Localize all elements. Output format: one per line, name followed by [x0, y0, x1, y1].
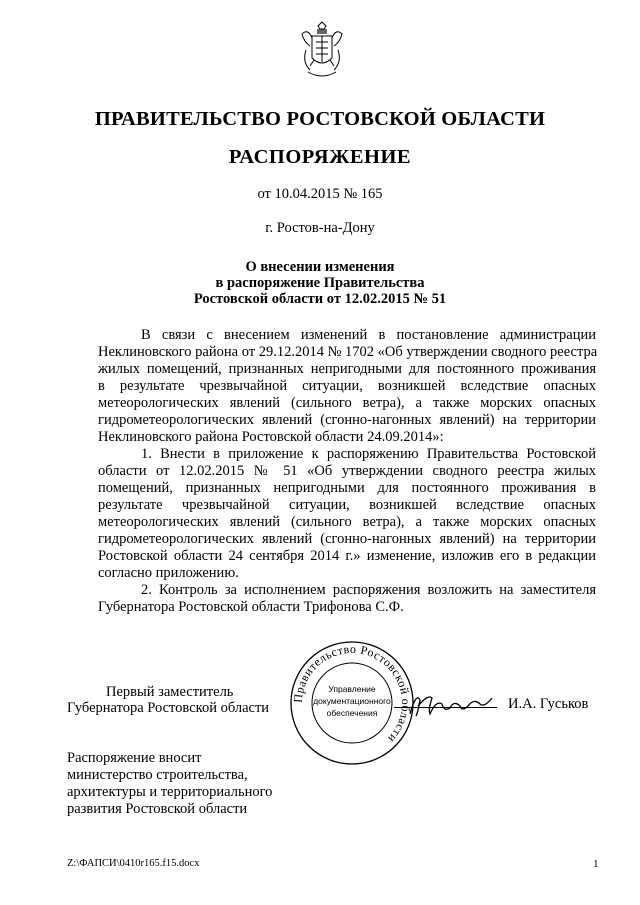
seal-center-line: документационного — [313, 696, 391, 706]
subject-line: Ростовской области от 12.02.2015 № 51 — [193, 291, 447, 307]
body-line: Ростовской области 24 сентября 2014 г.» изменение, изложив его в редакции — [98, 548, 596, 564]
document-date-number: от 10.04.2015 № 165 — [257, 186, 383, 202]
body-line: метеорологических явлений (сильного ветра), а также морских опасных — [98, 514, 596, 530]
body-line: Губернатора Ростовской области Трифонова С.Ф. — [98, 599, 404, 615]
note-line: Распоряжение вносит — [67, 750, 202, 766]
body-line: области от 12.02.2015 № 51 «Об утверждении сводного реестра жилых — [98, 463, 596, 479]
document-type: РАСПОРЯЖЕНИЕ — [228, 146, 412, 168]
body-line: метеорологических явлений (сильного ветра), а также морских опасных — [98, 395, 596, 411]
subject-line: в распоряжение Правительства — [215, 275, 425, 291]
body-line: в результате чрезвычайной ситуации, возникшей вследствие опасных — [98, 378, 596, 394]
body-line: Неклиновского района Ростовской области 24.09.2014»: — [98, 429, 444, 445]
body-line: гидрометеорологических явлений (сгонно-нагонных явлений) на территории — [98, 412, 596, 428]
subject-line: О внесении изменения — [245, 259, 395, 275]
signer-position: Первый заместитель — [106, 684, 234, 700]
body-line: результате чрезвычайной ситуации, возникшей вследствие опасных — [98, 497, 596, 513]
footer-file-path: Z:\ФАПСИ\0410r165.f15.docx — [67, 858, 200, 869]
body-line: В связи с внесением изменений в постановление администрации — [141, 327, 596, 343]
note-line: развития Ростовской области — [67, 801, 248, 817]
body-line: 1. Внести в приложение к распоряжению Правительства Ростовской — [141, 446, 596, 462]
note-line: министерство строительства, — [67, 767, 248, 783]
body-line: жилых помещений, признанных непригодными для постоянного проживания — [98, 361, 596, 377]
handwritten-signature-icon — [406, 690, 496, 720]
coat-of-arms-icon — [298, 20, 346, 82]
note-line: архитектуры и территориального — [67, 784, 273, 800]
body-line: Неклиновского района от 29.12.2014 № 1702 «Об утверждении сводного реестра — [98, 344, 598, 360]
signature-line — [394, 707, 497, 708]
body-line: помещений, признанных непригодными для постоянного проживания в — [98, 480, 596, 496]
page-number: 1 — [593, 858, 599, 870]
official-seal-icon — [288, 640, 416, 766]
body-line: гидрометеорологических явлений (сгонно-нагонных явлений) на территории — [98, 531, 596, 547]
seal-ring-text: Правительство Ростовской области — [290, 641, 414, 746]
body-line: 2. Контроль за исполнением распоряжения возложить на заместителя — [141, 582, 596, 598]
signer-name: И.А. Гуськов — [508, 696, 589, 712]
document-city: г. Ростов-на-Дону — [265, 220, 375, 236]
body-line: согласно приложению. — [98, 565, 239, 581]
seal-center-line: обеспечения — [326, 708, 378, 718]
government-title: ПРАВИТЕЛЬСТВО РОСТОВСКОЙ ОБЛАСТИ — [94, 108, 546, 130]
seal-center-line: Управление — [328, 684, 376, 694]
signer-position: Губернатора Ростовской области — [67, 700, 270, 716]
